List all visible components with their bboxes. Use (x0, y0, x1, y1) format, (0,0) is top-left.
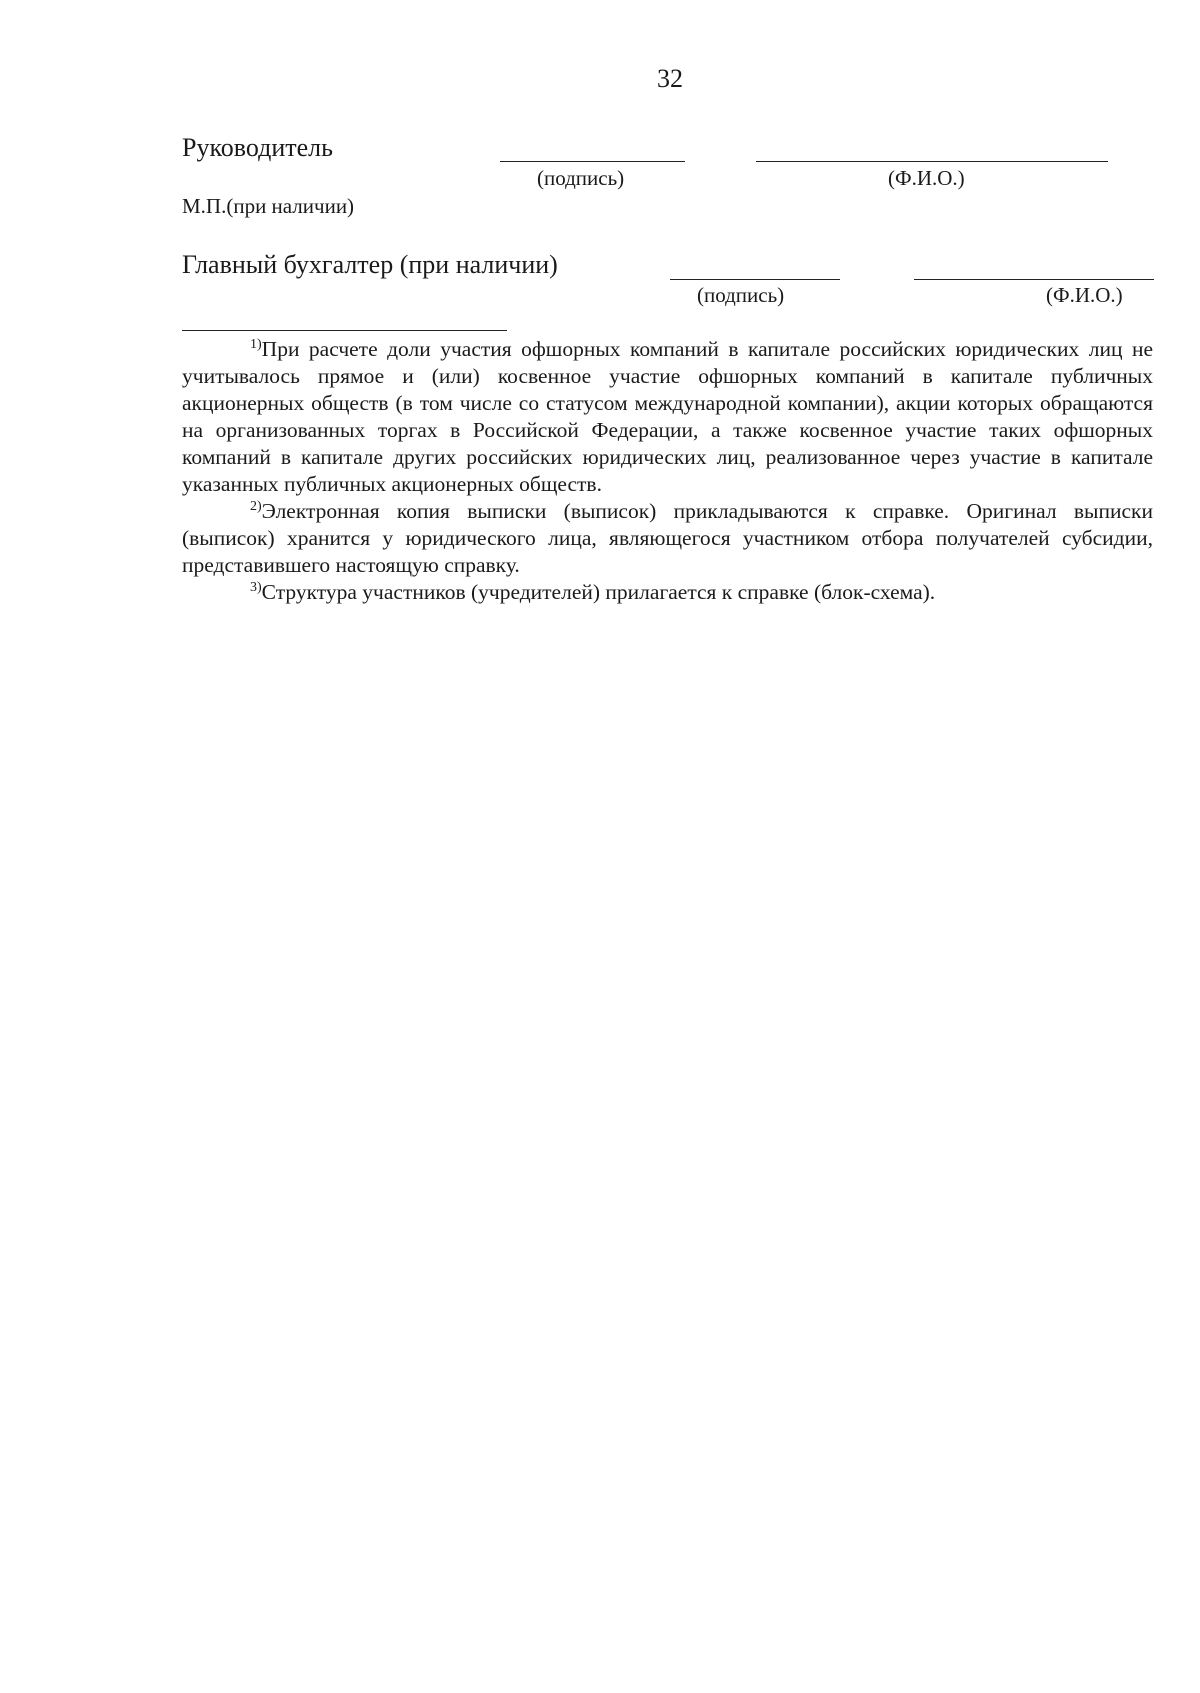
chief-accountant-name-caption: (Ф.И.О.) (1046, 283, 1123, 307)
footnote-3 (182, 579, 1153, 606)
footnote-mark: 2) (250, 499, 262, 514)
head-signature-caption: (подпись) (537, 166, 625, 190)
footnote-mark: 3) (250, 580, 262, 595)
footnote-separator (182, 330, 507, 331)
footnotes (182, 336, 1153, 606)
footnote-1 (182, 336, 1153, 498)
footnote-mark: 1) (250, 337, 262, 352)
chief-accountant-name-line (914, 279, 1154, 280)
head-name-line (756, 161, 1108, 162)
chief-accountant-signature-caption: (подпись) (697, 283, 785, 307)
head-name-caption: (Ф.И.О.) (888, 166, 965, 190)
footnote-text: Структура участников (учредителей) прилагается к справке (блок-схема). (261, 580, 936, 604)
head-signature-line (500, 161, 685, 162)
footnote-text: Электронная копия выписки (выписок) прикладываются к справке. Оригинал выписки (выписок) хранится у юридического лица, являющегося участником отбора получателей субсидии, представившего настоящую справку. (182, 499, 1153, 577)
footnote-2 (182, 498, 1153, 579)
chief-accountant-signature-line (670, 279, 840, 280)
stamp-label: М.П.(при наличии) (182, 194, 355, 218)
footnote-text: При расчете доли участия офшорных компаний в капитале российских юридических лиц не учитывалось прямое и (или) косвенное участие офшорных компаний в капитале публичных акционерных обществ (в том числе со статусом международной компании), акции которых обращаются на организованных торгах в Российской Федерации, а также косвенное участие таких офшорных компаний в капитале других российских юридических лиц, реализованное через участие в капитале указанных публичных акционерных обществ. (182, 337, 1153, 496)
head-label: Руководитель (182, 133, 333, 162)
chief-accountant-label: Главный бухгалтер (при наличии) (182, 250, 558, 279)
page-number: 32 (657, 64, 683, 93)
